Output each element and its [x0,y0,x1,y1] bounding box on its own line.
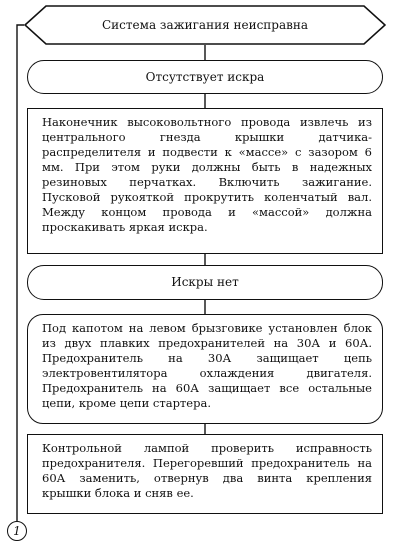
step-no-spark [27,60,383,94]
page-connector-label: 1 [13,524,21,538]
step-fuse-block-text: Под капотом на левом брызговике установлен блок из двух плавких предохранителей на 30А и 60А. Предохранитель на 30А защищает цепь электровентилятора охлаждения двигателя. Предохранитель на 60А защищает все остальные цепи, кроме цепи стартера. [42,321,372,410]
start-node-text: Система зажигания неисправна [101,17,309,32]
step-spark-test [27,108,383,254]
step-sparks-absent [27,265,383,300]
page-connector-1 [7,521,27,541]
step-check-fuse [27,434,383,514]
connector-return-line [17,25,24,521]
step-check-fuse-text: Контрольной лампой проверить исправность предохранителя. Перегоревший предохранитель на 60А заменить, отвернув два винта крепления крышки блока и сняв ее. [42,441,372,500]
step-sparks-absent-text: Искры нет [171,275,239,289]
start-node [24,5,386,45]
step-spark-test-text: Наконечник высоковольтного провода извлечь из центрального гнезда крышки датчика-распределителя и подвести к «массе» с зазором 6 мм. При этом руки должны быть в надежных резиновых перчатках. Включить зажигание. Пусковой рукояткой прокрутить коленчатый вал. Между концом провода и «массой» должна проскакивать яркая искра. [42,115,372,234]
step-fuse-block [27,314,383,424]
step-no-spark-text: Отсутствует искра [145,69,265,84]
